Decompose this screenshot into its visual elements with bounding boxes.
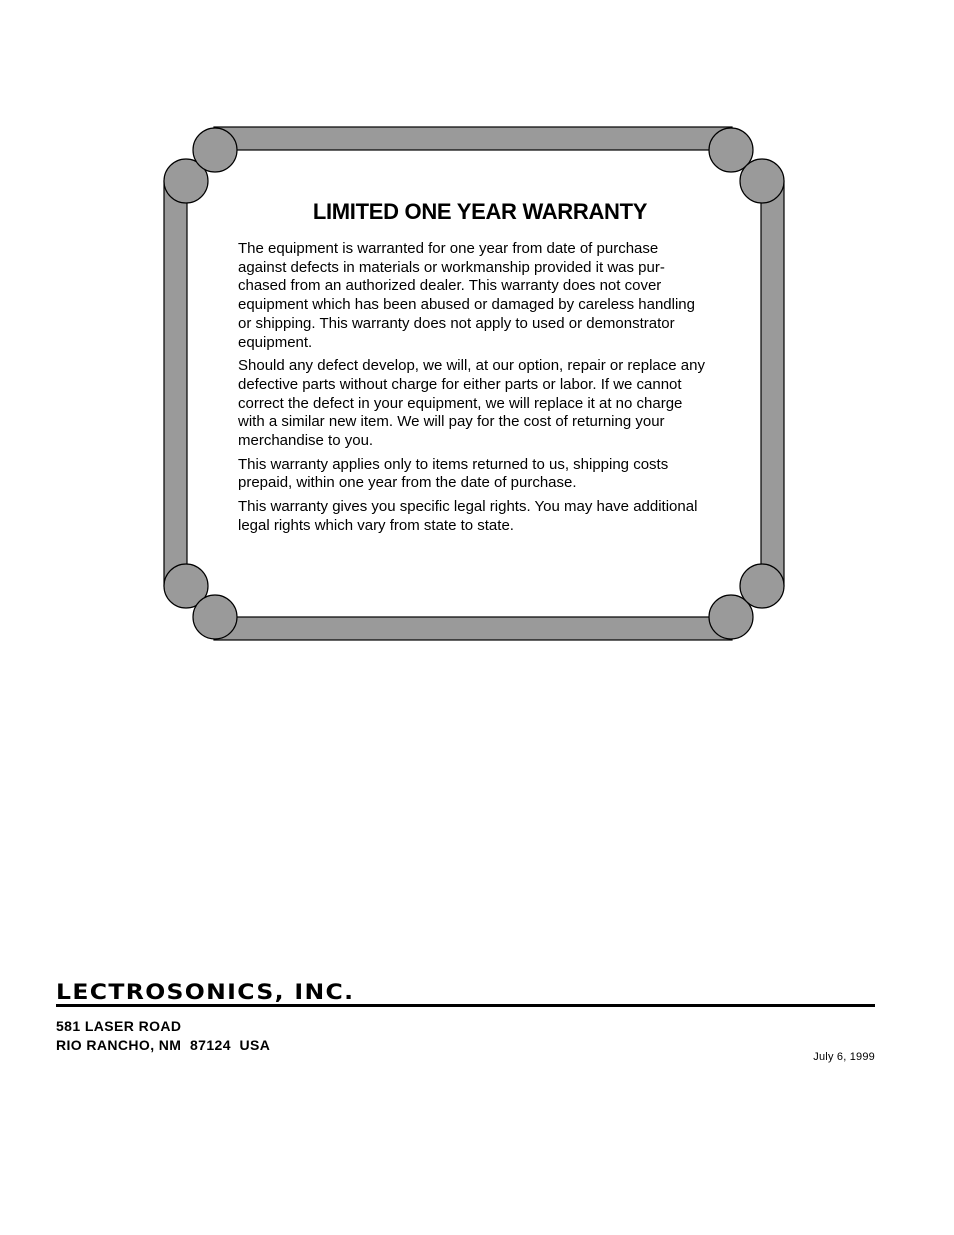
frame-corner-bottom-right-outer [740, 564, 784, 608]
frame-corner-top-right-outer [740, 159, 784, 203]
frame-bar-right [761, 181, 784, 586]
frame-corner-bottom-left-inner [193, 595, 237, 639]
warranty-body [238, 240, 738, 541]
warranty-paragraph-returns: This warranty applies only to items returned to us, shipping costs prepaid, within one year from the date of purchase. [238, 455, 669, 492]
company-divider [56, 1004, 875, 1007]
address-line-street: 581 LASER ROAD [56, 1018, 182, 1034]
address-line-city: RIO RANCHO, NM 87124 USA [56, 1037, 271, 1053]
warranty-paragraph-repair: Should any defect develop, we will, at our option, repair or replace any defective parts without charge for either parts or labor. If we cannot correct the defect in your equipment, we will replace it at no charge with a similar new item. We will pay for the cost of returning your merchandise to you. [238, 357, 705, 450]
frame-bar-left [164, 181, 187, 586]
company-name: LECTROSONICS, INC. [56, 980, 355, 1004]
document-date: July 6, 1999 [813, 1051, 875, 1063]
company-address [56, 1017, 270, 1055]
warranty-paragraph-legal-rights: This warranty gives you specific legal rights. You may have additional legal rights which vary from state to state. [238, 498, 698, 534]
warranty-title: LIMITED ONE YEAR WARRANTY [312, 199, 648, 224]
frame-corner-top-left-inner [193, 128, 237, 172]
warranty-paragraph-coverage: The equipment is warranted for one year from date of purchase against defects in materials or workmanship provided it was pur- chased from an authorized dealer. This warranty does not cover equipment which has been abused or damaged by careless handling or shipping. This warranty does not apply to used or demonstrator equipment. [238, 240, 695, 351]
frame-bar-top [214, 127, 732, 150]
frame-bar-bottom [214, 617, 732, 640]
